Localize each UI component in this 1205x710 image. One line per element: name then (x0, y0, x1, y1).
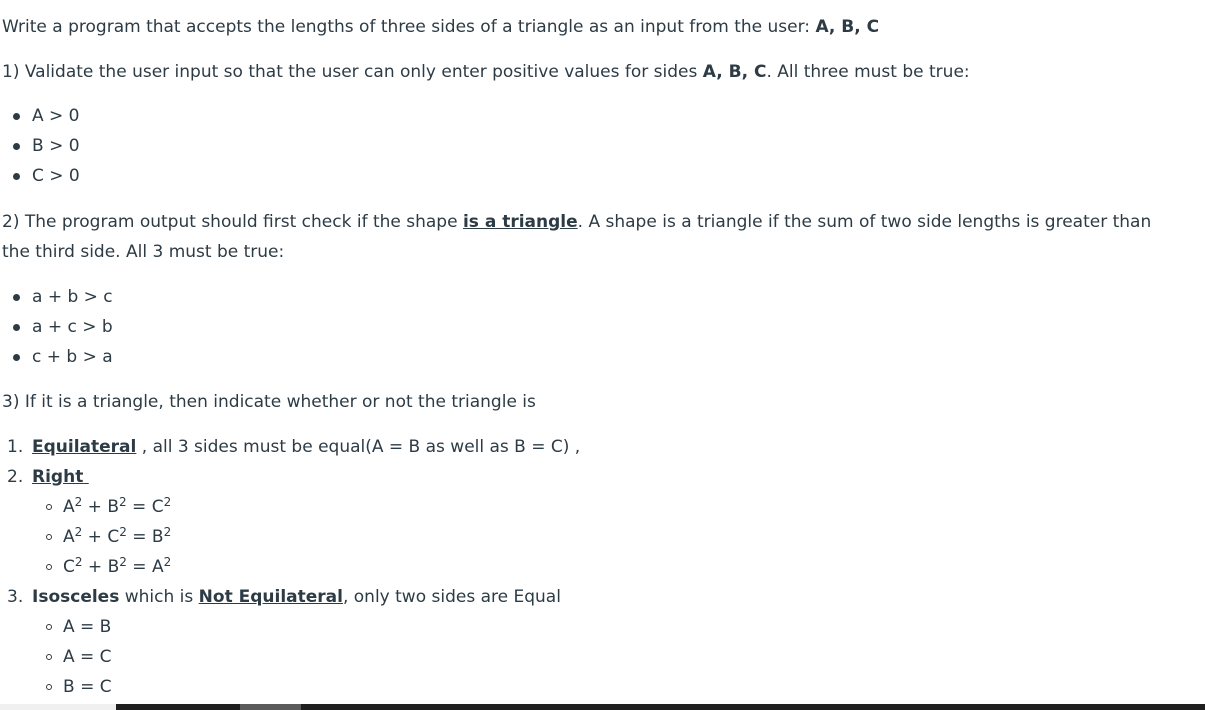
scrollbar-gutter (0, 704, 116, 710)
equilateral-description: , all 3 sides must be equal(A = B as well as B = C) , (136, 437, 581, 457)
list-item (2, 282, 113, 312)
step2-condition-list (2, 282, 113, 372)
step1-paragraph (2, 57, 970, 87)
condition-text: C > 0 (32, 166, 80, 186)
bullet-icon (13, 294, 20, 301)
condition-text: c + b > a (32, 347, 113, 367)
intro-sides: A, B, C (815, 17, 880, 37)
equilateral-link[interactable]: Equilateral (32, 437, 137, 457)
not-equilateral-link[interactable]: Not Equilateral (198, 587, 343, 607)
step1-sides: A, B, C (702, 62, 767, 82)
list-item (2, 342, 113, 372)
condition-text: B = C (63, 677, 112, 697)
list-item (2, 582, 580, 702)
bullet-icon (13, 173, 20, 180)
step1-text-before: 1) Validate the user input so that the user can only enter positive values for sides (2, 62, 703, 82)
list-item (2, 432, 580, 462)
item-number: 1. (7, 437, 24, 457)
equation: $A^2 + C^2 = B^2$ (63, 525, 172, 547)
step1-text-after: . All three must be true: (766, 62, 970, 82)
step2-paragraph (2, 207, 1182, 267)
scrollbar-thumb[interactable] (240, 704, 301, 710)
isosceles-label: Isosceles (32, 587, 120, 607)
condition-text: a + c > b (32, 317, 113, 337)
list-item (2, 312, 113, 342)
right-link[interactable]: Right (32, 467, 84, 487)
list-item (32, 672, 580, 702)
step1-condition-list (2, 101, 80, 191)
isosceles-condition-list (32, 612, 580, 702)
step3-paragraph: 3) If it is a triangle, then indicate whether or not the triangle is (2, 392, 536, 412)
right-condition-list (32, 492, 580, 582)
list-item (2, 101, 80, 131)
circle-bullet-icon (46, 564, 52, 570)
condition-text: B > 0 (32, 136, 80, 156)
bullet-icon (13, 113, 20, 120)
intro-text: Write a program that accepts the lengths of three sides of a triangle as an input from the user: (2, 17, 816, 37)
intro-paragraph (2, 12, 879, 42)
condition-text: a + b > c (32, 287, 113, 307)
isosceles-description: , only two sides are Equal (342, 587, 561, 607)
isosceles-text-mid: which is (119, 587, 199, 607)
item-number: 3. (7, 587, 24, 607)
condition-text: A > 0 (32, 106, 80, 126)
item-number: 2. (7, 467, 24, 487)
circle-bullet-icon (46, 624, 52, 630)
bullet-icon (13, 324, 20, 331)
bullet-icon (13, 354, 20, 361)
step2-text-after: . A shape is a triangle if the sum of two side lengths is greater than the third side. All 3 must be true: (2, 212, 1152, 262)
condition-text: A = B (63, 617, 112, 637)
step2-text-before: 2) The program output should first check if the shape (2, 212, 463, 232)
circle-bullet-icon (46, 684, 52, 690)
bullet-icon (13, 143, 20, 150)
equation: $A^2 + B^2 = C^2$ (63, 495, 172, 517)
horizontal-scrollbar[interactable] (0, 704, 1205, 710)
list-item (2, 161, 80, 191)
list-item (2, 462, 580, 582)
equation: $C^2 + B^2 = A^2$ (63, 555, 172, 577)
list-item (32, 642, 580, 672)
list-item (32, 522, 580, 552)
is-a-triangle-link[interactable]: is a triangle (462, 212, 578, 232)
list-item (2, 131, 80, 161)
condition-text: A = C (63, 647, 112, 667)
list-item (32, 492, 580, 522)
circle-bullet-icon (46, 654, 52, 660)
circle-bullet-icon (46, 534, 52, 540)
list-item (32, 552, 580, 582)
circle-bullet-icon (46, 504, 52, 510)
triangle-type-list (2, 432, 580, 702)
list-item (32, 612, 580, 642)
